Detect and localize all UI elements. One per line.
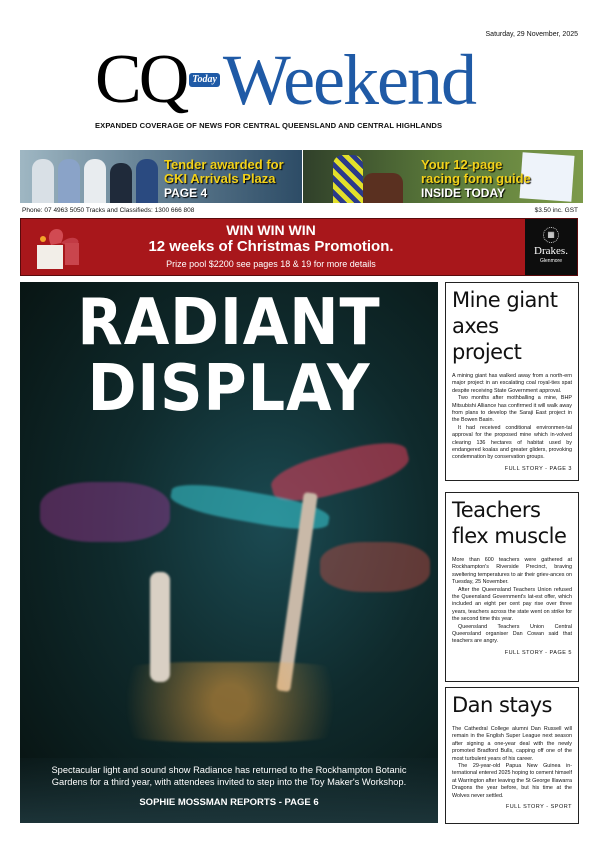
story-para: Two months after mothballing a mine, BHP Mitsubishi Alliance has confirmed it will walk away from plans to develop the Saraji East project in the Bowen Basin. bbox=[452, 395, 572, 424]
full-story-link[interactable]: FULL STORY - PAGE 5 bbox=[504, 649, 572, 656]
story-headline: Mine giant axes project bbox=[452, 288, 558, 364]
promo-page: PAGE 4 bbox=[164, 186, 208, 200]
logo-cq: CQ bbox=[95, 41, 187, 118]
trolley-icon: ▦ bbox=[543, 227, 559, 243]
promo-line1: Your 12-page bbox=[421, 157, 503, 172]
issue-date: Saturday, 29 November, 2025 bbox=[485, 31, 578, 38]
logo-weekend: Weekend bbox=[222, 40, 475, 120]
lead-byline[interactable]: SOPHIE MOSSMAN REPORTS - PAGE 6 bbox=[139, 797, 319, 808]
promo-line1: Tender awarded for bbox=[164, 157, 284, 172]
cover-price: $3.50 inc. GST bbox=[534, 207, 578, 214]
contact-phone: Phone: 07 4963 5050 Tracks and Classifieds: 1300 666 808 bbox=[22, 207, 195, 214]
masthead-logo bbox=[95, 42, 525, 118]
full-story-link[interactable]: FULL STORY - SPORT bbox=[505, 804, 572, 811]
story-para: A mining giant has walked away from a north-ern major project in an escalating coal royal-ties spat despite receiving State Government approval. bbox=[452, 373, 572, 394]
story-para: After the Queensland Teachers Union refused the Queensland Government's lat-est offer, which included an eight per cent pay rise over three years, teachers across the state went on strike for the second time this year. bbox=[452, 586, 572, 623]
story-para: More than 600 teachers were gathered at Rockhampton's Riverside Precinct, braving sweltering temperatures to air their griev-ances on Tuesday, 25 November. bbox=[452, 557, 572, 586]
story-headline: Teachers flex muscle bbox=[452, 498, 567, 548]
headline-line1: RADIANT bbox=[77, 286, 381, 360]
promo-line2: GKI Arrivals Plaza bbox=[164, 171, 276, 186]
story-para: Queensland Teachers Union Central Queensland organiser Dan Cowan said that teachers are angry. bbox=[452, 623, 572, 645]
story-headline: Dan stays bbox=[452, 693, 552, 717]
story-para: The 29-year-old Papua New Guinea in-ternational entered 2025 hoping to cement himself at Warrington after leaving the St George Illawarra Dragons the year before, but his time at the Wolves never settled. bbox=[452, 763, 572, 799]
story-dan-stays[interactable] bbox=[445, 687, 579, 824]
brand-location: Glenmore bbox=[540, 258, 562, 264]
caption-line2: Gardens for a third year, with attendees invited to step into the Toy Maker's Workshop. bbox=[51, 777, 407, 787]
story-mine-giant[interactable] bbox=[445, 282, 579, 481]
story-para: The Cathedral College alumni Dan Russell will remain in the English Super League next season after signing a one-year deal with the newly promoted Bradford Bulls, capping off one of the most turbulent years of his career. bbox=[452, 726, 572, 762]
full-story-link[interactable]: FULL STORY - PAGE 3 bbox=[504, 465, 572, 472]
headline-line2: DISPLAY bbox=[87, 352, 371, 426]
drakes-logo bbox=[525, 219, 577, 275]
promo-racing-guide[interactable] bbox=[303, 150, 583, 203]
ad-subheadline: 12 weeks of Christmas Promotion. bbox=[148, 238, 394, 255]
brand-name: Drakes. bbox=[534, 245, 568, 257]
ad-details: Prize pool $2200 see pages 18 & 19 for more details bbox=[166, 259, 376, 269]
logo-today: Today bbox=[189, 73, 220, 87]
photo-caption bbox=[20, 758, 438, 823]
lead-headline bbox=[37, 286, 422, 426]
promo-page: INSIDE TODAY bbox=[421, 186, 506, 200]
caption-line1: Spectacular light and sound show Radiance has returned to the Rockhampton Botanic bbox=[51, 765, 407, 775]
promo-line2: racing form guide bbox=[421, 171, 531, 186]
tagline: EXPANDED COVERAGE OF NEWS FOR CENTRAL QUEENSLAND AND CENTRAL HIGHLANDS bbox=[95, 121, 443, 130]
lead-story-photo[interactable] bbox=[20, 282, 438, 823]
promo-gki-tender[interactable] bbox=[20, 150, 302, 203]
story-teachers[interactable] bbox=[445, 492, 579, 682]
ad-headline: WIN WIN WIN bbox=[226, 222, 316, 238]
christmas-promotion-ad[interactable] bbox=[20, 218, 578, 276]
story-para: It had received conditional environmen-tal approval for the proposed mine which in-volved clearing 136 hectares of habitat used by endangered koalas and greater gliders, provoking condemnation by conservation groups. bbox=[452, 424, 572, 461]
